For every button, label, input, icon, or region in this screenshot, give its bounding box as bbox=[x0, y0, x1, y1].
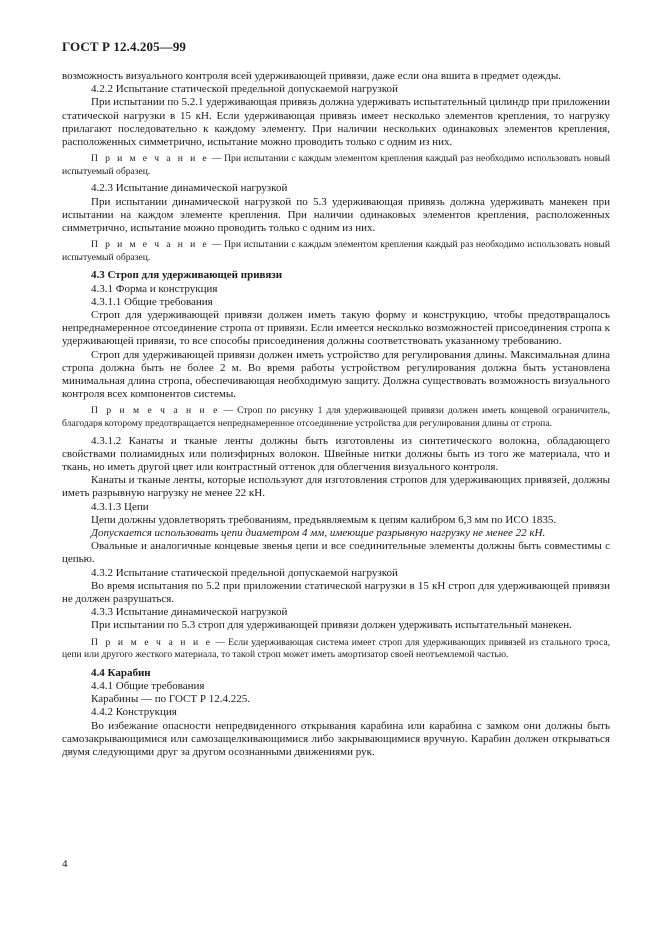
note-label: П р и м е ч а н и е bbox=[91, 636, 213, 648]
note-text: — Строп по рисунку 1 для удерживающей привязи должен иметь концевой ограничитель, благодаря которому предотвращается непреднамеренное отсоединение устройства для регулирования длины от стропа. bbox=[62, 405, 610, 430]
paragraph-italic: Допускается использовать цепи диаметром 4 мм, имеющие разрывную нагрузку не менее 22 кН. bbox=[91, 527, 546, 540]
section-heading-bold: 4.3 Строп для удерживающей привязи bbox=[91, 269, 283, 282]
paragraph: Во время испытания по 5.2 при приложении статической нагрузки в 15 кН строп для удерживающей привязи не должен разрушаться. bbox=[62, 579, 610, 606]
note bbox=[62, 405, 610, 430]
section-heading: 4.4.1 Общие требования bbox=[91, 680, 205, 693]
paragraph: При испытании динамической нагрузкой по 5.3 удерживающая привязь должна удерживать манекен при испытании на каждом элементе крепления. При наличии одинаковых элементов крепления, расположенных симметрично, испытание можно проводить только с одним из них. bbox=[62, 195, 610, 235]
note-label: П р и м е ч а н и е bbox=[91, 239, 209, 251]
note-label: П р и м е ч а н и е bbox=[91, 405, 220, 417]
section-heading: 4.4.2 Конструкция bbox=[91, 706, 177, 719]
paragraph: возможность визуального контроля всей удерживающей привязи, даже если она вшита в предмет одежды. bbox=[62, 70, 562, 82]
paragraph: Карабины — по ГОСТ Р 12.4.225. bbox=[91, 693, 250, 706]
paragraph: Канаты и тканые ленты, которые используют для изготовления стропов для удерживающих привязей, должны иметь разрывную нагрузку не менее 22 кН. bbox=[62, 474, 610, 500]
paragraph: 4.3.1.2 Канаты и тканые ленты должны быть изготовлены из синтетического волокна, обладающего свойствами полиамидных или полиэфирных волокон. Швейные нитки должны быть из того же материала, что и ткань, но иметь другой цвет или контрастный оттенок для облегчения визуального контроля. bbox=[62, 434, 610, 474]
paragraph: Во избежание опасности непредвиденного открывания карабина или карабина с замком они должны быть самозакрывающимися или самозащелкивающимися либо закрывающимися вручную. Карабин должен открываться двумя следующими друг за другом осознанными движениями рук. bbox=[62, 719, 610, 759]
note bbox=[62, 153, 610, 178]
paragraph: Овальные и аналогичные концевые звенья цепи и все соединительные элементы должны быть совместимы с цепью. bbox=[62, 540, 610, 566]
section-heading: 4.3.3 Испытание динамической нагрузкой bbox=[91, 606, 288, 619]
note-label: П р и м е ч а н и е bbox=[91, 153, 209, 165]
section-heading: 4.2.2 Испытание статической предельной допускаемой нагрузкой bbox=[91, 83, 398, 96]
page-number: 4 bbox=[62, 858, 68, 870]
section-heading: 4.3.1.3 Цепи bbox=[91, 500, 149, 513]
note-text: — При испытании с каждым элементом крепления каждый раз необходимо использовать новый испытуемый образец. bbox=[62, 153, 610, 177]
section-heading: 4.3.2 Испытание статической предельной допускаемой нагрузкой bbox=[91, 566, 398, 579]
section-heading: 4.3.1.1 Общие требования bbox=[91, 295, 213, 308]
note bbox=[62, 239, 610, 264]
note-text: — При испытании с каждым элементом крепления каждый раз необходимо использовать новый испытуемый образец. bbox=[62, 239, 610, 263]
note-text: — Если удерживающая система имеет строп для удерживающих привязей из стального троса, цепи или другого жесткого материала, то такой строп может иметь амортизатор своей неотъемлемой частью. bbox=[62, 636, 610, 661]
note bbox=[62, 637, 610, 662]
section-heading: 4.2.3 Испытание динамической нагрузкой bbox=[91, 182, 288, 195]
paragraph: Строп для удерживающей привязи должен иметь такую форму и конструкцию, чтобы предотвращалось непреднамеренное отсоединение стропа от привязи. Если имеется несколько возможностей присоединения стропа к удерживающей привязи, то все способы присоединения должны соответствовать указанному требованию. bbox=[62, 309, 610, 348]
paragraph: При испытании по 5.2.1 удерживающая привязь должна удерживать испытательный цилиндр при приложении статической нагрузки в 15 кН. Если удерживающая привязь имеет несколько элементов крепления, то нагрузку прилагают последовательно к каждому элементу. При наличии нескольких одинаковых элементов крепления, расположенных симметрично, испытание можно проводить только с одним из них. bbox=[62, 96, 610, 149]
page-header: ГОСТ Р 12.4.205—99 bbox=[62, 39, 187, 54]
section-heading: 4.3.1 Форма и конструкция bbox=[91, 282, 218, 295]
section-heading-bold: 4.4 Карабин bbox=[91, 666, 151, 679]
page-content bbox=[62, 70, 610, 759]
paragraph: Цепи должны удовлетворять требованиям, предъявляемым к цепям калибром 6,3 мм по ИСО 1835. bbox=[91, 513, 557, 526]
paragraph: При испытании по 5.3 строп для удерживающей привязи должен удерживать испытательный манекен. bbox=[91, 619, 572, 632]
paragraph: Строп для удерживающей привязи должен иметь устройство для регулирования длины. Максимальная длина стропа должна быть не более 2 м. Во время работы устройством регулирования должна быть установлена минимальная длина стропа, обеспечивающая необходимую защиту. Должна существовать возможность визуального контроля всех компонентов системы. bbox=[62, 348, 610, 401]
